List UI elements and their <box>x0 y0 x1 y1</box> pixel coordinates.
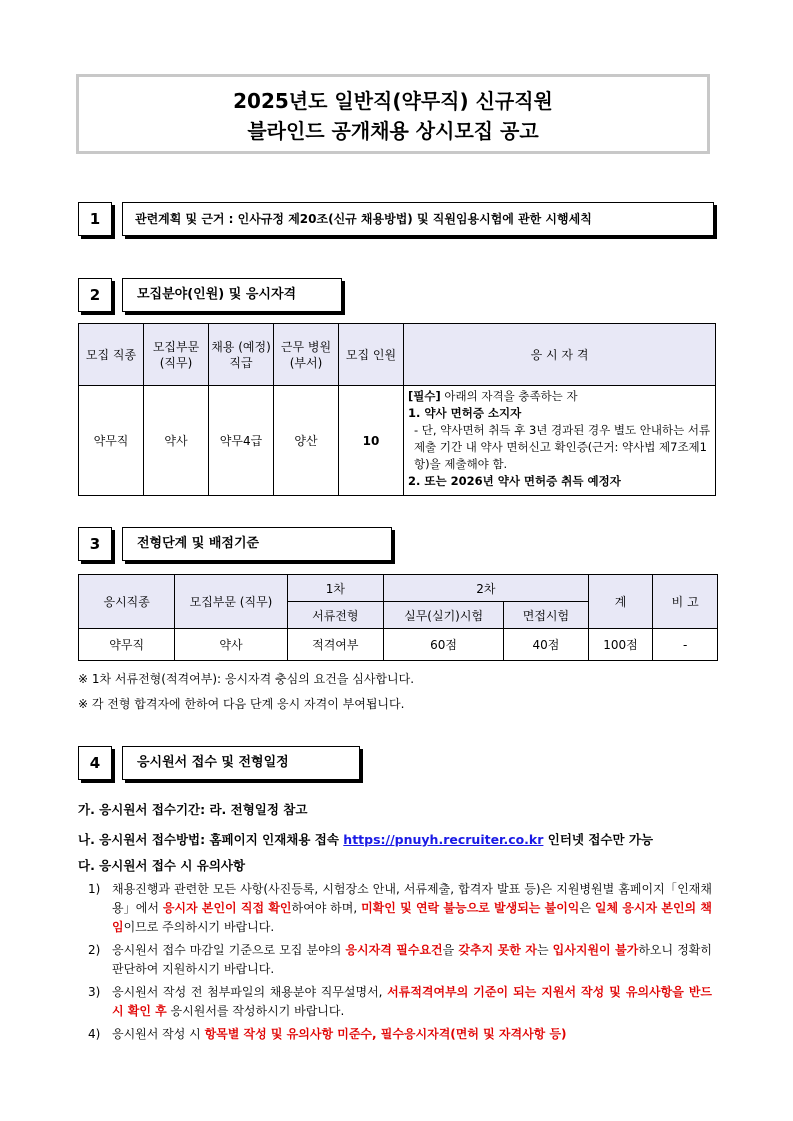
caution-item-3 <box>88 983 712 1021</box>
recruit-cell-hospital: 양산 <box>274 386 339 496</box>
section-1-number: 1 <box>78 202 112 236</box>
recruit-header-hospital: 근무 병원 (부서) <box>274 324 339 386</box>
apply-method-suffix: 인터넷 접수만 가능 <box>547 832 654 847</box>
cautions-list <box>88 880 712 1048</box>
caution-highlight: 항목별 작성 및 유의사항 미준수, 필수응시자격(면허 및 자격사항 등) <box>204 1027 567 1041</box>
caution-highlight: 미확인 및 연락 불능으로 발생되는 불이익 <box>361 901 580 915</box>
caution-text-part: 응시원서 작성 전 첨부파일의 채용분야 직무설명서, <box>112 985 388 999</box>
recruit-header-count: 모집 인원 <box>339 324 404 386</box>
caution-text-part: 채용진행과 관련한 모든 사항(사진등록, 시험장소 안내, 서류제출, 합격자 발표 등)은 지원병원별 홈페이지「인재채용」에서 <box>112 882 712 915</box>
apply-period: 가. 응시원서 접수기간: 라. 전형일정 참고 <box>78 802 308 817</box>
recruit-table <box>78 323 716 496</box>
recruit-header-type: 모집 직종 <box>79 324 144 386</box>
score-cell-docs: 적격여부 <box>287 629 383 661</box>
section-2-title: 모집분야(인원) 및 응시자격 <box>122 278 342 312</box>
caution-text-part: 이므로 주의하시기 바랍니다. <box>123 920 275 934</box>
caution-text <box>112 1025 712 1044</box>
caution-item-2 <box>88 941 712 979</box>
caution-text-part: 응시원서 작성 시 <box>112 1027 205 1041</box>
caution-text-part: 하여야 하며, <box>291 901 362 915</box>
score-header-field: 모집부문 (직무) <box>175 575 287 629</box>
recruit-cell-field: 약사 <box>144 386 209 496</box>
qual-item-2: 2. 또는 2026년 약사 면허증 취득 예정자 <box>408 474 621 488</box>
note-1: ※ 1차 서류전형(적격여부): 응시자격 충심의 요건을 심사합니다. <box>78 672 415 686</box>
caution-text-part: 응시원서 접수 마감일 기준으로 모집 분야의 <box>112 943 346 957</box>
score-header-stage1: 1차 <box>287 575 383 602</box>
qual-required-tag: [필수] <box>408 389 441 403</box>
score-cell-interview: 40점 <box>504 629 588 661</box>
qual-item-1: 1. 약사 면허증 소지자 <box>408 406 522 420</box>
recruit-header-grade: 채용 (예정) 직급 <box>209 324 274 386</box>
score-header-remarks: 비 고 <box>653 575 718 629</box>
caution-number: 2) <box>88 943 101 957</box>
section-1-title: 관련계획 및 근거 : 인사규정 제20조(신규 채용방법) 및 직원임용시험에 관한 시행세칙 <box>122 202 714 236</box>
apply-method <box>78 830 653 848</box>
caution-item-4 <box>88 1025 712 1044</box>
score-cell-type: 약무직 <box>79 629 175 661</box>
page-title-line2: 블라인드 공개채용 상시모집 공고 <box>247 119 539 143</box>
caution-item-1 <box>88 880 712 937</box>
caution-number: 1) <box>88 882 101 896</box>
caution-text-part: 는 <box>536 943 553 957</box>
score-cell-remarks: - <box>653 629 718 661</box>
score-header-stage2: 2차 <box>383 575 588 602</box>
caution-highlight: 응시자격 필수요건 <box>345 943 443 957</box>
recruit-cell-qualification <box>404 386 716 496</box>
apply-cautions-heading: 다. 응시원서 접수 시 유의사항 <box>78 858 246 873</box>
note-2: ※ 각 전형 합격자에 한하여 다음 단계 응시 자격이 부여됩니다. <box>78 697 405 711</box>
recruit-header-qualification: 응 시 자 격 <box>404 324 716 386</box>
recruit-site-link[interactable]: https://pnuyh.recruiter.co.kr <box>343 832 544 847</box>
caution-highlight: 서류적격여부의 기준이 되는 지원서 작성 및 유의사항을 반드시 확인 후 <box>112 985 713 1018</box>
score-cell-practical: 60점 <box>383 629 503 661</box>
caution-text-part: 하오니 정확히 판단하여 지원하시기 바랍니다. <box>112 943 712 976</box>
recruit-header-field: 모집부문 (직무) <box>144 324 209 386</box>
caution-highlight: 일체 응시자 본인의 책임 <box>112 901 712 934</box>
score-header-total: 계 <box>588 575 653 629</box>
apply-method-text: 나. 응시원서 접수방법: 홈페이지 인재채용 접속 <box>78 832 339 847</box>
recruit-cell-count: 10 <box>339 386 404 496</box>
score-subheader-docs: 서류전형 <box>287 602 383 629</box>
caution-highlight: 갖추지 못한 자 <box>458 943 537 957</box>
caution-text <box>112 941 712 979</box>
score-header-type: 응시직종 <box>79 575 175 629</box>
caution-number: 4) <box>88 1027 101 1041</box>
qual-item-1-note: - 단, 약사면허 취득 후 3년 경과된 경우 별도 안내하는 서류제출 기간 내 약사 면허신고 확인증(근거: 약사법 제7조제1항)을 제출해야 함. <box>414 423 711 471</box>
caution-highlight: 입사지원이 불가 <box>552 943 639 957</box>
caution-number: 3) <box>88 985 101 999</box>
score-subheader-interview: 면접시험 <box>504 602 588 629</box>
caution-text <box>112 880 712 937</box>
score-cell-total: 100점 <box>588 629 653 661</box>
section-3-number: 3 <box>78 527 112 561</box>
recruit-cell-grade: 약무4급 <box>209 386 274 496</box>
section-3-title: 전형단계 및 배점기준 <box>122 527 392 561</box>
caution-text-part: 응시원서를 작성하시기 바랍니다. <box>166 1004 345 1018</box>
score-subheader-practical: 실무(실기)시험 <box>383 602 503 629</box>
score-cell-field: 약사 <box>175 629 287 661</box>
caution-text <box>112 983 712 1021</box>
page-title-box <box>76 74 710 154</box>
caution-text-part: 을 <box>442 943 459 957</box>
score-table <box>78 574 718 661</box>
page-title-line1: 2025년도 일반직(약무직) 신규직원 <box>233 89 553 113</box>
section-4-number: 4 <box>78 746 112 780</box>
section-4-title: 응시원서 접수 및 전형일정 <box>122 746 360 780</box>
section-2-number: 2 <box>78 278 112 312</box>
qual-required-text: 아래의 자격을 충족하는 자 <box>444 389 578 403</box>
recruit-cell-type: 약무직 <box>79 386 144 496</box>
caution-text-part: 은 <box>579 901 595 915</box>
caution-highlight: 응시자 본인이 직접 확인 <box>162 901 292 915</box>
